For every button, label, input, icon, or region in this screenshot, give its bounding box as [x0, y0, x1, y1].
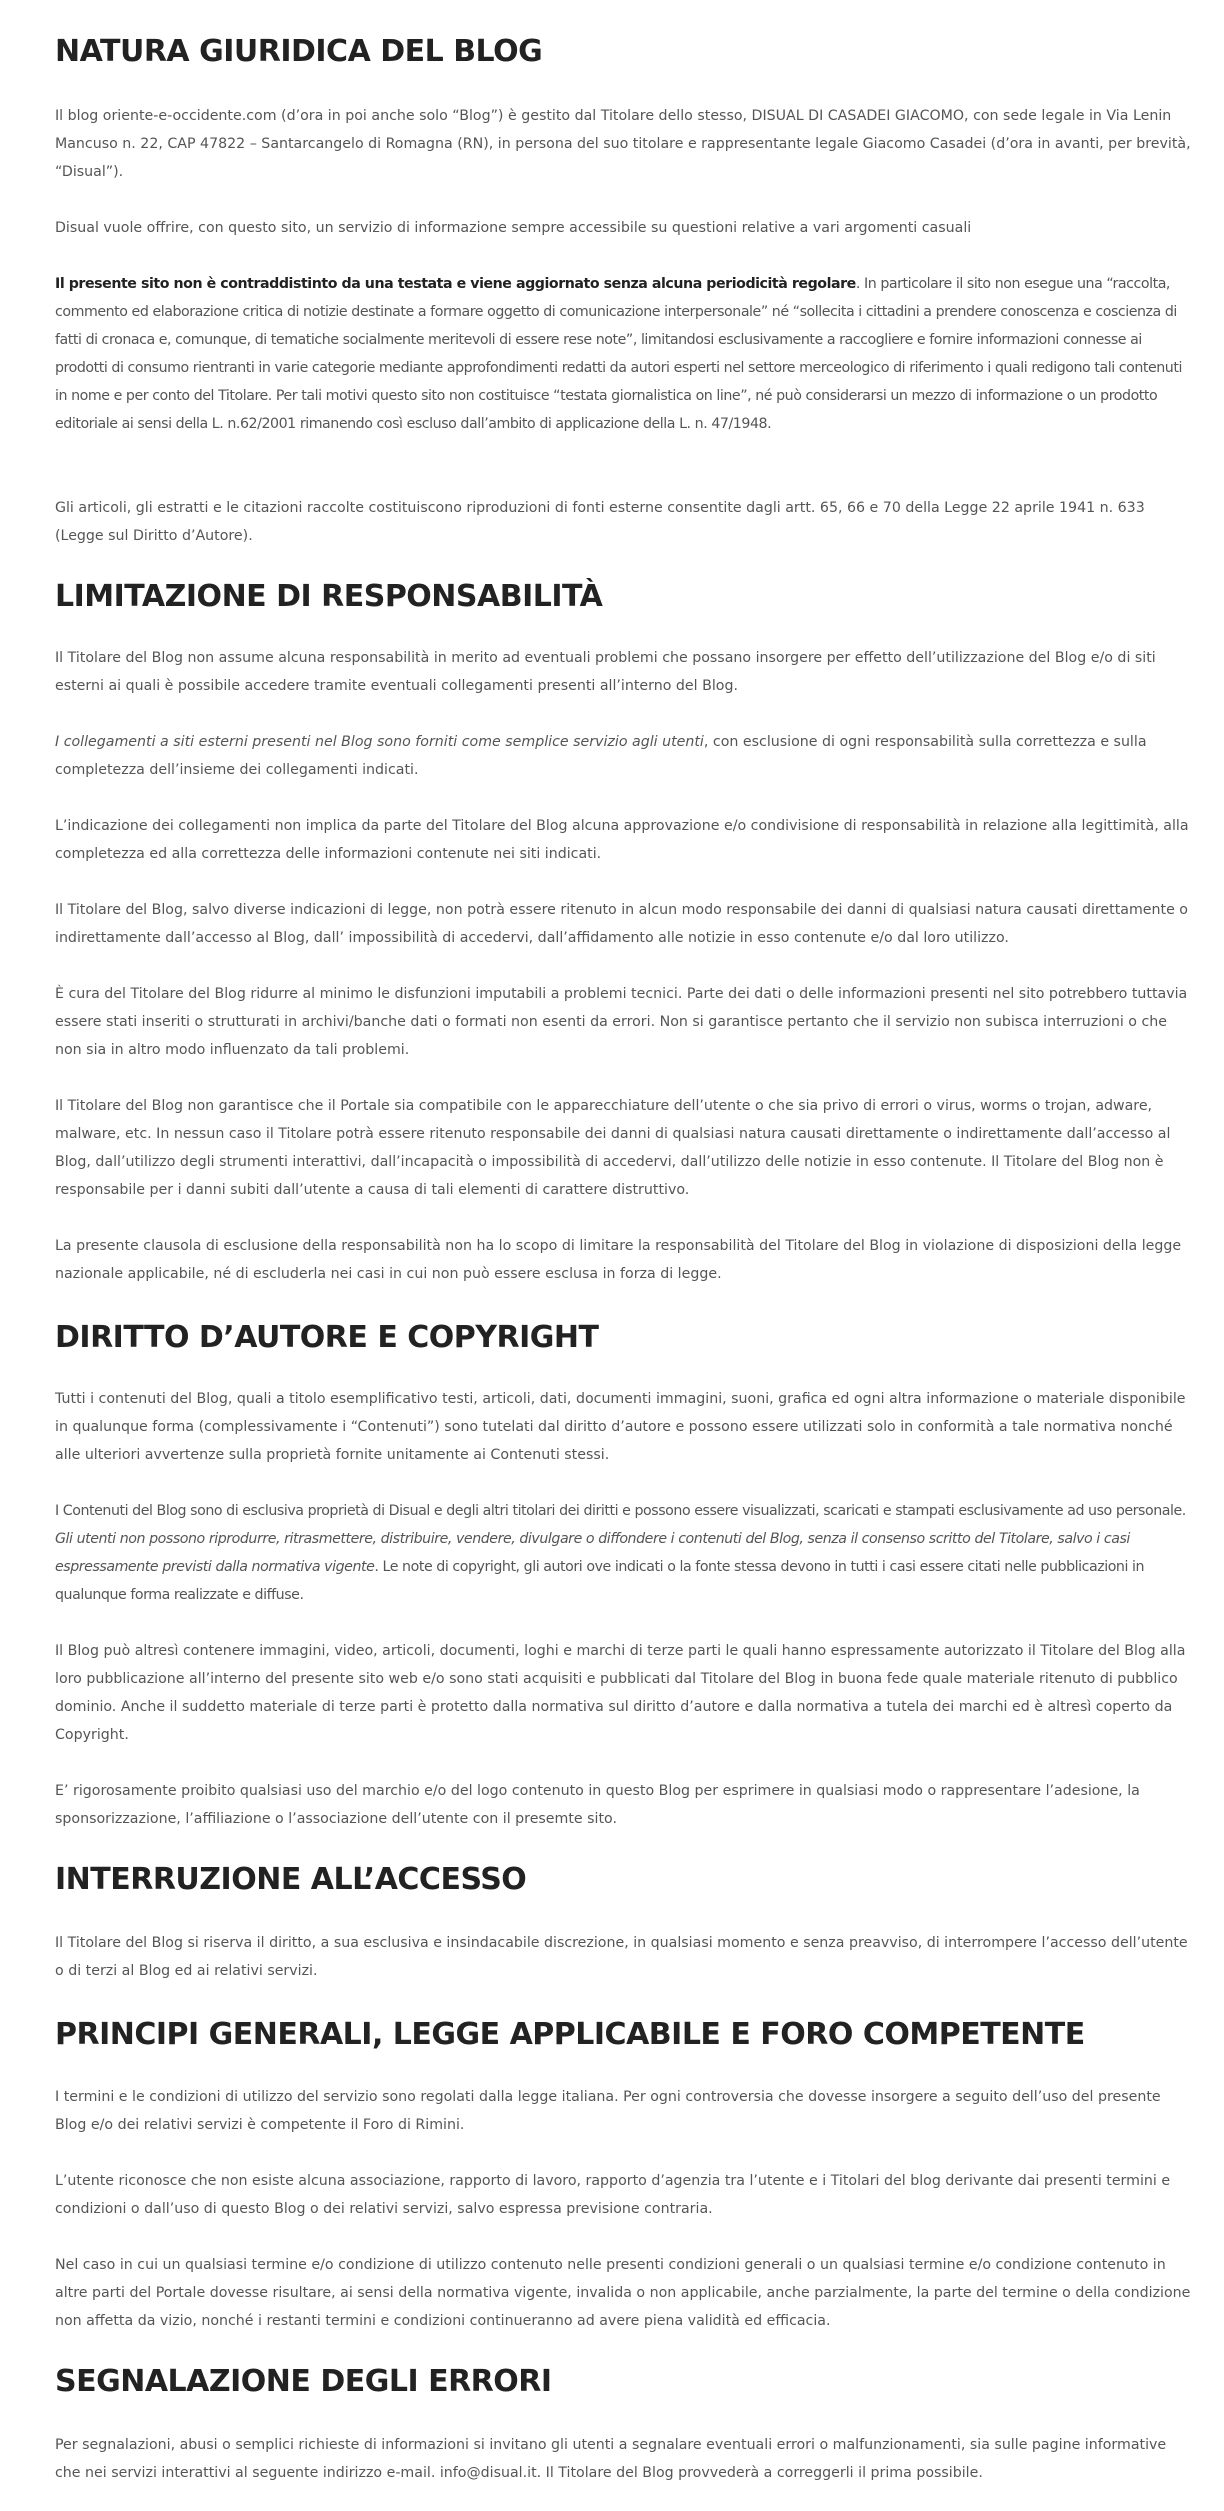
paragraph-text: I termini e le condizioni di utilizzo del servizio sono regolati dalla legge italiana. Per ogni controversia che dovesse insorgere a seguito dell’uso del presente Blog e/o dei relativi servizi è competente il Foro di Rimini.: [55, 2089, 1161, 2133]
paragraph-text: Il Titolare del Blog non garantisce che il Portale sia compatibile con le apparecchiature dell’utente o che sia privo di errori o virus, worms o trojan, adware, malware, etc. In nessun caso il Titolare potrà essere ritenuto responsabile dei danni di qualsiasi natura causati direttamente o indirettamente dall’accesso al Blog, dall’utilizzo degli strumenti interattivi, dall’incapacità o impossibilità di accedervi, dall’utilizzo delle notizie in esso contenute. Il Titolare del Blog non è responsabile per i danni subiti dall’utente a causa di tali elementi di carattere distruttivo.: [55, 1098, 1171, 1198]
paragraph-text: , con esclusione di ogni responsabilità sulla correttezza e sulla completezza dell’insieme dei collegamenti indicati.: [55, 734, 1147, 778]
paragraph: [55, 1232, 1195, 1288]
paragraph: [55, 980, 1195, 1064]
paragraph: [55, 1092, 1195, 1204]
section-title: NATURA GIURIDICA DEL BLOG: [55, 34, 543, 69]
italic-text: I collegamenti a siti esterni presenti nel Blog sono forniti come semplice servizio agli utenti: [55, 734, 704, 750]
section-title: PRINCIPI GENERALI, LEGGE APPLICABILE E FORO COMPETENTE: [55, 2017, 1085, 2052]
paragraph: [55, 494, 1195, 550]
paragraph: [55, 1777, 1195, 1833]
paragraph: [55, 102, 1195, 186]
paragraph: [55, 644, 1195, 700]
paragraph-text: Per segnalazioni, abusi o semplici richieste di informazioni si invitano gli utenti a segnalare eventuali errori o malfunzionamenti, sia sulle pagine informative che nei servizi interattivi al seguente indirizzo e-mail. info@disual.it. Il Titolare del Blog provvederà a correggerli il prima possibile.: [55, 2437, 1167, 2481]
paragraph: [55, 2167, 1195, 2223]
paragraph: [55, 1092, 1195, 1204]
paragraph-text: L’indicazione dei collegamenti non implica da parte del Titolare del Blog alcuna approvazione e/o condivisione di responsabilità in relazione alla legittimità, alla completezza ed alla correttezza delle informazioni contenute nei siti indicati.: [55, 818, 1189, 862]
paragraph-text: Il blog oriente-e-occidente.com (d’ora in poi anche solo “Blog”) è gestito dal Titolare dello stesso, DISUAL DI CASADEI GIACOMO, con sede legale in Via Lenin Mancuso n. 22, CAP 47822 – Santarcangelo di Romagna (RN), in persona del suo titolare e rappresentante legale Giacomo Casadei (d’ora in avanti, per brevità, “Disual”).: [55, 108, 1191, 180]
paragraph: [55, 728, 1195, 784]
paragraph-text: Tutti i contenuti del Blog, quali a titolo esemplificativo testi, articoli, dati, documenti immagini, suoni, grafica ed ogni altra informazione o materiale disponibile in qualunque forma (complessivamente i “Contenuti”) sono tutelati dal diritto d’autore e possono essere utilizzati solo in conformità a tale normativa nonché alle ulteriori avvertenze sulla proprietà fornite unitamente ai Contenuti stessi.: [55, 1391, 1186, 1463]
paragraph: [55, 1929, 1195, 1985]
paragraph-text: È cura del Titolare del Blog ridurre al minimo le disfunzioni imputabili a problemi tecnici. Parte dei dati o delle informazioni presenti nel sito potrebbero tuttavia essere stati inseriti o strutturati in archivi/banche dati o formati non esenti da errori. Non si garantisce pertanto che il servizio non subisca interruzioni o che non sia in altro modo influenzato da tali problemi.: [55, 986, 1188, 1058]
section-interruzione-accesso: [55, 1860, 1195, 1900]
section-principi-generali: [55, 2015, 1195, 2055]
paragraph: [55, 2167, 1195, 2223]
paragraph: [55, 1777, 1195, 1833]
paragraph: [55, 812, 1195, 868]
paragraph: [55, 980, 1195, 1064]
section-limitazione-responsabilita: [55, 577, 1195, 617]
paragraph-text: Il Titolare del Blog, salvo diverse indicazioni di legge, non potrà essere ritenuto in alcun modo responsabile dei danni di qualsiasi natura causati direttamente o indirettamente dall’accesso al Blog, dall’ impossibilità di accedervi, dall’affidamento alle notizie in esso contenute e/o dal loro utilizzo.: [55, 902, 1188, 946]
section-title: SEGNALAZIONE DEGLI ERRORI: [55, 2364, 552, 2399]
paragraph-text: Nel caso in cui un qualsiasi termine e/o condizione di utilizzo contenuto nelle presenti condizioni generali o un qualsiasi termine e/o condizione contenuto in altre parti del Portale dovesse risultare, ai sensi della normativa vigente, invalida o non applicabile, anche parzialmente, la parte del termine o della condizione non affetta da vizio, nonché i restanti termini e condizioni continueranno ad avere piena validità ed efficacia.: [55, 2257, 1191, 2329]
paragraph: [55, 2431, 1195, 2487]
paragraph: [55, 2431, 1195, 2487]
paragraph: [55, 102, 1195, 186]
bold-statement: Il presente sito non è contraddistinto da una testata e viene aggiornato senza alcuna periodicità regolare: [55, 276, 856, 292]
paragraph-text: L’utente riconosce che non esiste alcuna associazione, rapporto di lavoro, rapporto d’agenzia tra l’utente e i Titolari del blog derivante dai presenti termini e condizioni o dall’uso di questo Blog o dei relativi servizi, salvo espressa previsione contraria.: [55, 2173, 1171, 2217]
paragraph: [55, 896, 1195, 952]
paragraph: [55, 1232, 1195, 1288]
paragraph: [55, 1929, 1195, 1985]
paragraph-text: . In particolare il sito non esegue una “raccolta, commento ed elaborazione critica di notizie destinate a formare oggetto di comunicazione interpersonale” né “sollecita i cittadini a prendere conoscenza e coscienza di fatti di cronaca e, comunque, di tematiche socialmente meritevoli di essere rese note”, limitandosi esclusivamente a raccogliere e fornire informazioni connesse ai prodotti di consumo rientranti in varie categorie mediante approfondimenti redatti da autori esperti nel settore merceologico di riferimento i quali redigono tali contenuti in nome e per conto del Titolare. Per tali motivi questo sito non costituisce “testata giornalistica on line”, né può considerarsi un mezzo di informazione o un prodotto editoriale ai sensi della L. n.62/2001 rimanendo così escluso dall’ambito di applicazione della L. n. 47/1948.: [55, 276, 1182, 432]
paragraph: [55, 270, 1195, 438]
paragraph: [55, 2083, 1195, 2139]
paragraph-text: La presente clausola di esclusione della responsabilità non ha lo scopo di limitare la responsabilità del Titolare del Blog in violazione di disposizioni della legge nazionale applicabile, né di escluderla nei casi in cui non può essere esclusa in forza di legge.: [55, 1238, 1182, 1282]
paragraph: [55, 644, 1195, 700]
paragraph-text: Disual vuole offrire, con questo sito, un servizio di informazione sempre accessibile su questioni relative a vari argomenti casuali: [55, 220, 972, 236]
section-title: LIMITAZIONE DI RESPONSABILITÀ: [55, 579, 603, 614]
paragraph: [55, 1497, 1195, 1609]
paragraph: [55, 1637, 1195, 1749]
paragraph: [55, 812, 1195, 868]
paragraph: [55, 728, 1195, 784]
paragraph: [55, 896, 1195, 952]
paragraph: [55, 1385, 1195, 1469]
section-natura-giuridica: [55, 32, 1195, 72]
section-segnalazione-errori: [55, 2362, 1195, 2402]
paragraph: [55, 2083, 1195, 2139]
paragraph-text: E’ rigorosamente proibito qualsiasi uso del marchio e/o del logo contenuto in questo Blog per esprimere in qualsiasi modo o rappresentare l’adesione, la sponsorizzazione, l’affiliazione o l’associazione dell’utente con il presemte sito.: [55, 1783, 1140, 1827]
section-diritto-autore: [55, 1318, 1195, 1358]
paragraph: [55, 1637, 1195, 1749]
paragraph-text: Il Titolare del Blog non assume alcuna responsabilità in merito ad eventuali problemi che possano insorgere per effetto dell’utilizzazione del Blog e/o di siti esterni ai quali è possibile accedere tramite eventuali collegamenti presenti all’interno del Blog.: [55, 650, 1156, 694]
paragraph-text: Gli articoli, gli estratti e le citazioni raccolte costituiscono riproduzioni di fonti esterne consentite dagli artt. 65, 66 e 70 della Legge 22 aprile 1941 n. 633 (Legge sul Diritto d’Autore).: [55, 500, 1145, 544]
paragraph: [55, 214, 1195, 242]
paragraph: [55, 1497, 1195, 1609]
paragraph-text-after: . Le note di copyright, gli autori ove indicati o la fonte stessa devono in tutti i casi essere citati nelle pubblicazioni in qualunque forma realizzate e diffuse.: [55, 1559, 1145, 1603]
italic-text: Gli utenti non possono riprodurre, ritrasmettere, distribuire, vendere, divulgare o diffondere i contenuti del Blog, senza il consenso scritto del Titolare, salvo i casi espressamente previsti dalla normativa vigente: [55, 1531, 1130, 1575]
paragraph: [55, 494, 1195, 550]
paragraph-text: Il Blog può altresì contenere immagini, video, articoli, documenti, loghi e marchi di terze parti le quali hanno espressamente autorizzato il Titolare del Blog alla loro pubblicazione all’interno del presente sito web e/o sono stati acquisiti e pubblicati dal Titolare del Blog in buona fede quale materiale ritenuto di pubblico dominio. Anche il suddetto materiale di terze parti è protetto dalla normativa sul diritto d’autore e dalla normativa a tutela dei marchi ed è altresì coperto da Copyright.: [55, 1643, 1186, 1743]
section-title: INTERRUZIONE ALL’ACCESSO: [55, 1862, 527, 1897]
paragraph-text: I Contenuti del Blog sono di esclusiva proprietà di Disual e degli altri titolari dei diritti e possono essere visualizzati, scaricati e stampati esclusivamente ad uso personale.: [55, 1503, 1186, 1519]
paragraph: [55, 1385, 1195, 1469]
section-title: DIRITTO D’AUTORE E COPYRIGHT: [55, 1320, 599, 1355]
paragraph: [55, 2251, 1195, 2335]
paragraph: [55, 214, 1195, 242]
paragraph-text: Il Titolare del Blog si riserva il diritto, a sua esclusiva e insindacabile discrezione, in qualsiasi momento e senza preavviso, di interrompere l’accesso dell’utente o di terzi al Blog ed ai relativi servizi.: [55, 1935, 1188, 1979]
paragraph: [55, 2251, 1195, 2335]
paragraph: [55, 270, 1195, 438]
